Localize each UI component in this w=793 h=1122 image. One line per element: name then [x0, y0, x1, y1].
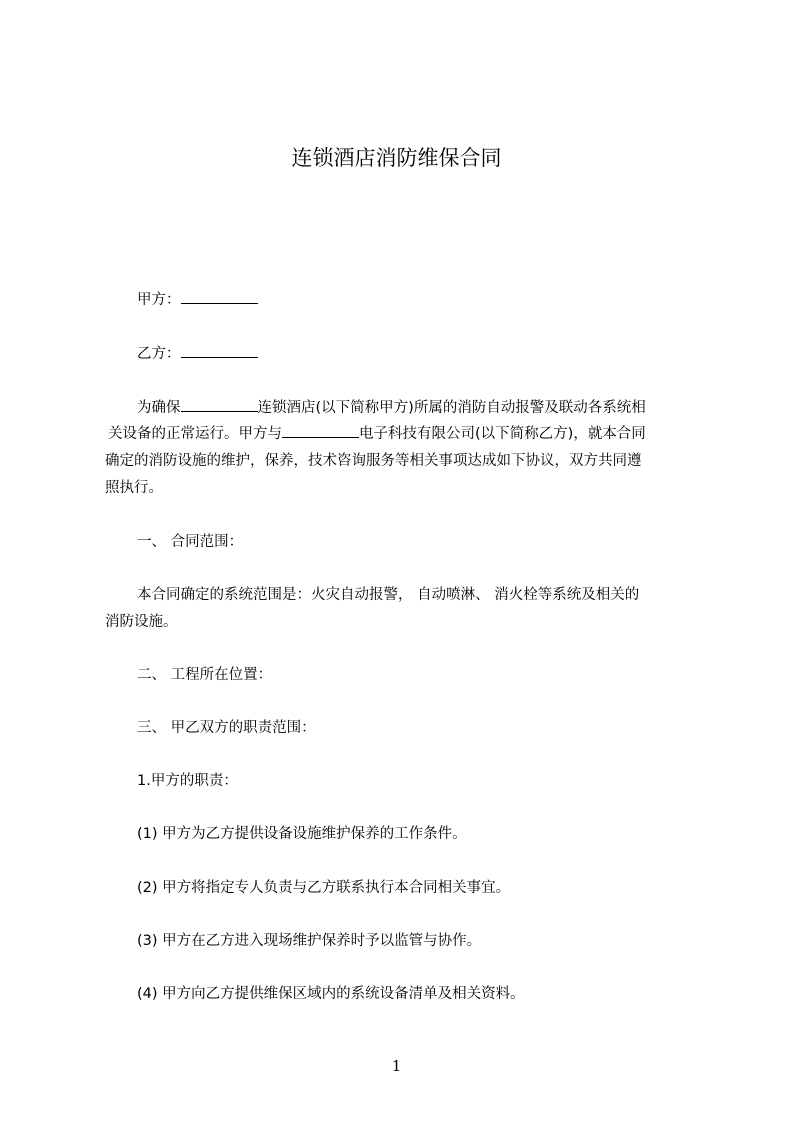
section-1-body-line-1: 本合同确定的系统范围是：火灾自动报警， 自动喷淋、 消火栓等系统及相关的	[137, 587, 640, 603]
duty-item: (1) 甲方为乙方提供设备设施维护保养的工作条件。	[137, 826, 467, 842]
document-title: 连锁酒店消防维保合同	[291, 146, 502, 170]
party-b-label: 乙方：	[137, 346, 181, 362]
intro-line-3: 确定的消防设施的维护，保养，技术咨询服务等相关事项达成如下协议，双方共同遵	[105, 453, 642, 469]
duty-item: (2) 甲方将指定专人负责与乙方联系执行本合同相关事宜。	[137, 880, 511, 896]
hotel-name-blank	[181, 399, 258, 412]
section-1-body-line-2: 消防设施。	[105, 614, 178, 630]
intro-line-2-suffix: 电子科技有限公司(以下简称乙方)，就本合同	[359, 426, 646, 442]
duty-item: (4) 甲方向乙方提供维保区域内的系统设备清单及相关资料。	[137, 986, 525, 1002]
intro-line-2	[108, 424, 646, 444]
intro-line-1-prefix: 为确保	[137, 400, 181, 416]
page-number: 1	[391, 1057, 402, 1075]
company-name-blank	[282, 425, 359, 438]
party-a-blank	[181, 291, 258, 304]
section-1-heading: 一、 合同范围：	[137, 534, 244, 550]
intro-line-2-prefix: 关设备的正常运行。甲方与	[108, 426, 282, 442]
intro-line-4: 照执行。	[105, 480, 163, 496]
intro-line-1-suffix: 连锁酒店(以下简称甲方)所属的消防自动报警及联动各系统相	[257, 400, 646, 416]
intro-line-1	[137, 398, 646, 418]
party-b-blank	[181, 345, 258, 358]
party-b-line	[137, 344, 258, 364]
party-a-label: 甲方：	[137, 292, 181, 308]
section-3-heading: 三、 甲乙双方的职责范围：	[137, 720, 316, 736]
party-a-duties-heading: 1.甲方的职责：	[137, 773, 238, 789]
duty-item: (3) 甲方在乙方进入现场维护保养时予以监管与协作。	[137, 933, 482, 949]
party-a-line	[137, 290, 258, 310]
section-2-heading: 二、 工程所在位置：	[137, 667, 273, 683]
